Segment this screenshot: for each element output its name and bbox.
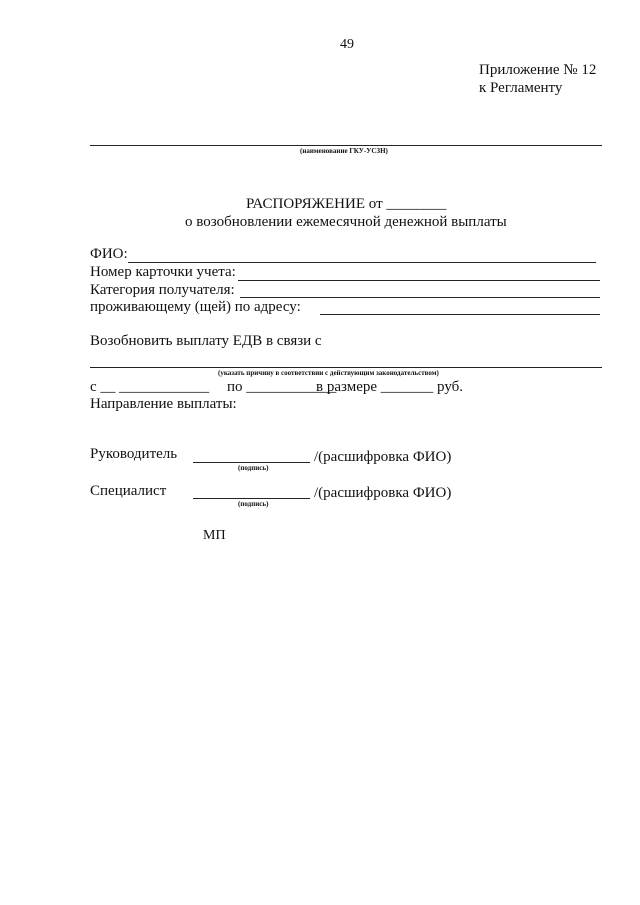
order-subtitle: о возобновлении ежемесячной денежной выплаты xyxy=(185,214,507,230)
address-line xyxy=(320,314,600,315)
resume-payment-text: Возобновить выплату ЕДВ в связи с xyxy=(90,333,322,349)
specialist-signature-line xyxy=(193,498,310,499)
stamp-place: МП xyxy=(203,528,226,543)
fio-line xyxy=(128,262,596,263)
head-role: Руководитель xyxy=(90,446,178,462)
card-number-label: Номер карточки учета: xyxy=(90,264,236,280)
page-number: 49 xyxy=(340,37,354,52)
payment-amount: в размере _______ руб. xyxy=(316,379,463,395)
reason-line xyxy=(90,367,602,368)
payment-direction-label: Направление выплаты: xyxy=(90,396,237,412)
address-label: проживающему (щей) по адресу: xyxy=(90,299,301,315)
recipient-category-label: Категория получателя: xyxy=(90,282,235,298)
head-name-decode: /(расшифровка ФИО) xyxy=(314,449,452,465)
appendix-number: Приложение № 12 xyxy=(479,62,597,78)
fio-label: ФИО: xyxy=(90,246,128,262)
appendix-reference: к Регламенту xyxy=(479,80,563,96)
reason-caption: (указать причину в соответствии с действующим законодательством) xyxy=(218,369,439,377)
order-title: РАСПОРЯЖЕНИЕ от ________ xyxy=(246,196,447,212)
specialist-name-decode: /(расшифровка ФИО) xyxy=(314,485,452,501)
org-name-caption: (наименование ГКУ-УСЗН) xyxy=(300,147,388,155)
specialist-signature-caption: (подпись) xyxy=(238,500,269,508)
head-signature-line xyxy=(193,462,310,463)
head-signature-caption: (подпись) xyxy=(238,464,269,472)
recipient-category-line xyxy=(240,297,600,298)
specialist-role: Специалист xyxy=(90,483,167,499)
period-from: с __ ____________ xyxy=(90,379,210,395)
org-name-line xyxy=(90,145,602,146)
period-to: по ____________ xyxy=(227,379,337,395)
card-number-line xyxy=(238,280,600,281)
